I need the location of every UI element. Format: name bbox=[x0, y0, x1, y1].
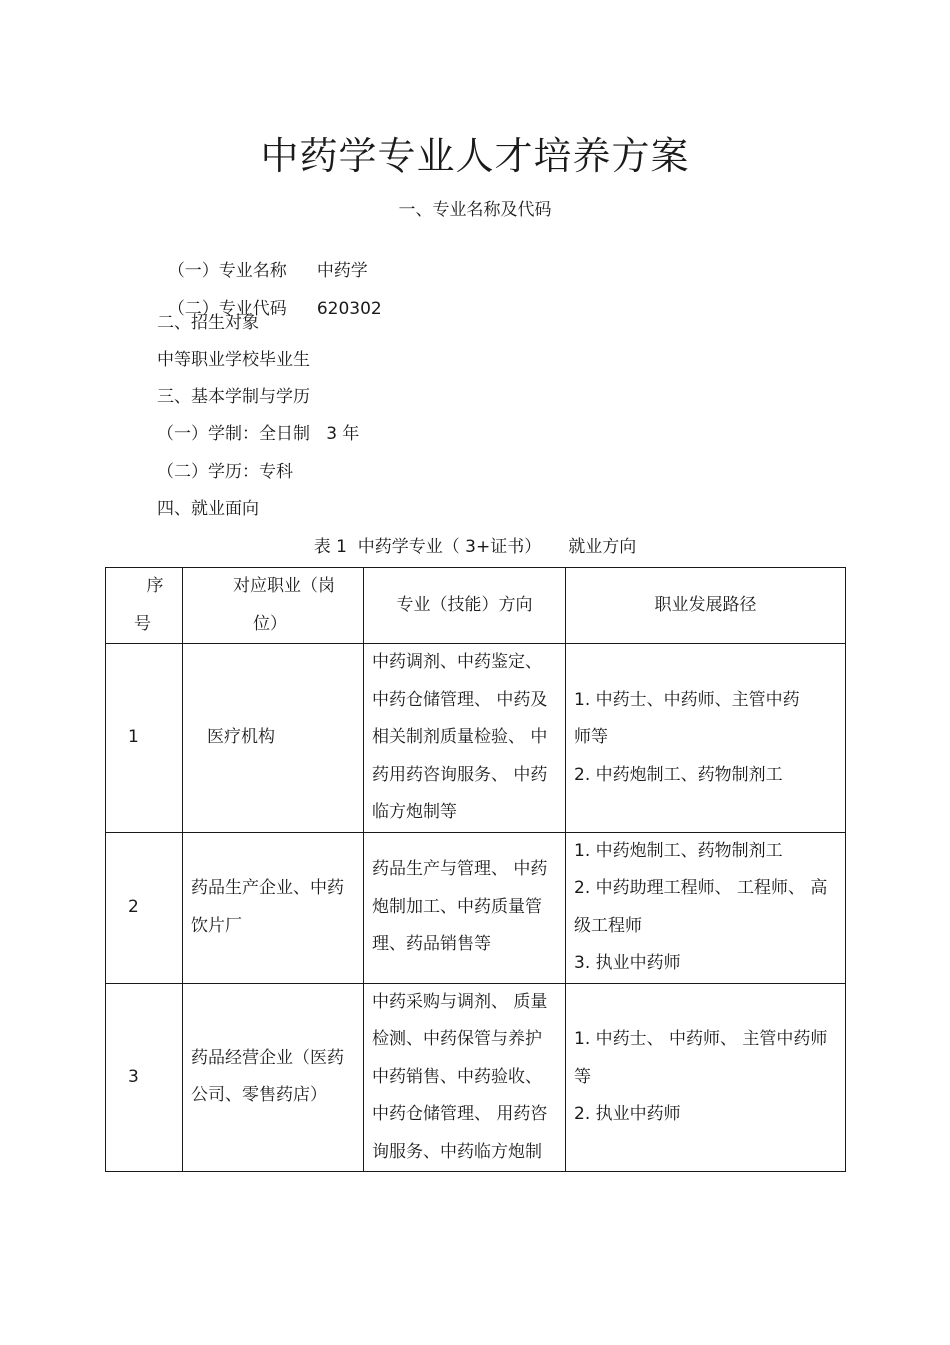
header-position-line1: 对应职业（岗 bbox=[233, 576, 335, 596]
position-line: 药品经营企业（医药 bbox=[191, 1047, 344, 1068]
direction-line: 中药销售、中药验收、 bbox=[372, 1066, 542, 1087]
row-position bbox=[183, 832, 364, 983]
direction-line: 检测、中药保管与养护 bbox=[372, 1029, 542, 1049]
direction-line: 炮制加工、中药质量管 bbox=[372, 896, 542, 917]
row-path bbox=[566, 832, 846, 983]
section-heading-employment: 四、就业面向 bbox=[157, 499, 259, 519]
path-line: 1. 中药士、中药师、主管中药 bbox=[574, 689, 800, 710]
employment-table bbox=[105, 567, 846, 1172]
position-line: 医疗机构 bbox=[207, 727, 275, 747]
row-direction bbox=[364, 832, 566, 983]
path-line: 2. 中药助理工程师、 工程师、 高 bbox=[574, 878, 828, 898]
major-code-label: （二）专业代码 bbox=[167, 299, 287, 319]
major-name-value: 中药学 bbox=[316, 261, 368, 281]
path-line: 师等 bbox=[574, 727, 608, 747]
direction-line: 临方炮制等 bbox=[372, 802, 457, 822]
study-length: （一）学制：全日制 3 年 bbox=[157, 424, 360, 444]
header-seq-line2: 号 bbox=[134, 613, 151, 634]
path-line: 3. 执业中药师 bbox=[574, 953, 681, 973]
direction-line: 理、药品销售等 bbox=[372, 934, 491, 955]
table-row bbox=[106, 644, 846, 833]
path-line: 1. 中药士、 中药师、 主管中药师 bbox=[574, 1029, 828, 1049]
table-caption: 表 1 中药学专业（ 3+证书） 就业方向 bbox=[313, 537, 637, 557]
direction-line: 中药仓储管理、 用药咨 bbox=[372, 1104, 548, 1124]
degree: （二）学历：专科 bbox=[157, 462, 293, 482]
header-direction: 专业（技能）方向 bbox=[364, 568, 566, 644]
row-path bbox=[566, 644, 846, 833]
section-heading-name-code: 一、专业名称及代码 bbox=[398, 200, 552, 220]
row-seq: 3 bbox=[106, 983, 183, 1172]
position-line: 公司、零售药店） bbox=[191, 1085, 327, 1106]
row-position bbox=[183, 644, 364, 833]
direction-line: 中药调剂、中药鉴定、 bbox=[372, 652, 542, 672]
row-direction bbox=[364, 983, 566, 1172]
direction-line: 药品生产与管理、 中药 bbox=[372, 859, 548, 880]
position-line: 药品生产企业、中药 bbox=[191, 878, 344, 898]
header-position bbox=[183, 568, 364, 644]
enrollment-target: 中等职业学校毕业生 bbox=[157, 350, 310, 370]
section-heading-enrollment: 二、招生对象 bbox=[157, 313, 259, 333]
row-seq: 2 bbox=[106, 832, 183, 983]
row-seq: 1 bbox=[106, 644, 183, 833]
major-code-value: 620302 bbox=[316, 299, 382, 319]
table-row bbox=[106, 983, 846, 1172]
path-line: 1. 中药炮制工、药物制剂工 bbox=[574, 840, 783, 861]
page-title: 中药学专业人才培养方案 bbox=[260, 134, 690, 178]
path-line: 2. 中药炮制工、药物制剂工 bbox=[574, 764, 783, 785]
section-heading-duration: 三、基本学制与学历 bbox=[157, 387, 310, 407]
header-seq bbox=[106, 568, 183, 644]
header-path: 职业发展路径 bbox=[566, 568, 846, 644]
direction-line: 中药仓储管理、 中药及 bbox=[372, 689, 548, 710]
row-path bbox=[566, 983, 846, 1172]
direction-line: 相关制剂质量检验、 中 bbox=[372, 727, 548, 747]
header-seq-line1: 序 bbox=[146, 576, 164, 596]
header-position-line2: 位） bbox=[253, 613, 287, 634]
direction-line: 询服务、中药临方炮制 bbox=[372, 1141, 542, 1162]
position-line: 饮片厂 bbox=[191, 915, 242, 936]
major-name-label: （一）专业名称 bbox=[167, 261, 287, 281]
path-line: 2. 执业中药师 bbox=[574, 1104, 681, 1124]
path-line: 等 bbox=[574, 1066, 591, 1087]
row-position bbox=[183, 983, 364, 1172]
row-direction bbox=[364, 644, 566, 833]
direction-line: 药用药咨询服务、 中药 bbox=[372, 764, 548, 785]
path-line: 级工程师 bbox=[574, 915, 642, 936]
table-row bbox=[106, 832, 846, 983]
table-header-row bbox=[106, 568, 846, 644]
direction-line: 中药采购与调剂、 质量 bbox=[372, 991, 548, 1012]
